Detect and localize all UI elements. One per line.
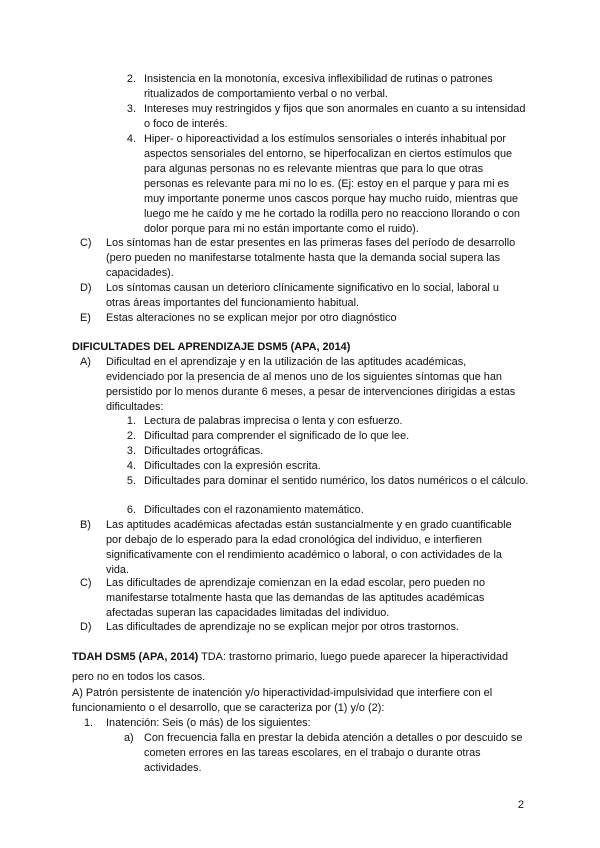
list-item <box>126 459 529 474</box>
list-item <box>126 474 529 489</box>
item-letter: C) <box>80 237 92 249</box>
item-number: 2. <box>126 430 136 442</box>
list-item <box>80 620 526 635</box>
item-letter: a) <box>124 732 134 744</box>
item-text: Dificultades con el razonamiento matemático. <box>144 504 364 516</box>
item-letter: A) <box>80 356 91 368</box>
item-text: Dificultades ortográficas. <box>144 445 264 457</box>
tdah-heading-bold: TDAH DSM5 (APA, 2014) <box>72 651 199 663</box>
item-text: Las dificultades de aprendizaje comienzan en la edad escolar, pero pueden no manifestarse totalmente hasta que las demandas de las aptitudes académicas afectadas superan las capacidades limitadas del individuo. <box>106 577 486 619</box>
list-item <box>126 444 529 459</box>
list-item <box>124 731 529 776</box>
item-number: 4. <box>126 460 136 472</box>
item-text: Dificultades con la expresión escrita. <box>144 460 321 472</box>
tdah-heading-rest: TDA: trastorno primario, luego puede aparecer la hiperactividad pero no en todos los casos. <box>72 651 509 683</box>
item-number: 6. <box>126 504 136 516</box>
list-item <box>126 429 529 444</box>
page-number: 2 <box>517 799 524 811</box>
list-item <box>80 518 526 578</box>
list-item <box>126 503 529 518</box>
item-text: Dificultad para comprender el significado de lo que lee. <box>144 430 410 442</box>
list-item <box>126 72 529 102</box>
section-heading-tdah <box>72 647 532 687</box>
item-text: Los síntomas han de estar presentes en las primeras fases del período de desarrollo (pero pueden no manifestarse totalmente hasta que la demanda social supera las capacidades). <box>106 237 516 279</box>
item-text: Con frecuencia falla en prestar la debida atención a detalles o por descuido se cometen errores en las tareas escolares, en el trabajo o durante otras actividades. <box>144 732 523 774</box>
item-letter: D) <box>80 282 92 294</box>
item-letter: C) <box>80 577 92 589</box>
item-number: 5. <box>126 475 136 487</box>
list-item <box>84 716 526 731</box>
list-item <box>80 281 526 311</box>
item-text: Estas alteraciones no se explican mejor por otro diagnóstico <box>106 312 397 324</box>
item-number: 3. <box>126 445 136 457</box>
section-heading-aprendizaje: DIFICULTADES DEL APRENDIZAJE DSM5 (APA, 2014) <box>72 341 351 353</box>
tdah-criterion-a: A) Patrón persistente de inatención y/o hiperactividad-impulsividad que interfiere con el funcionamiento o el desarrollo, que se caracteriza por (1) y/o (2): <box>72 687 493 714</box>
list-item <box>80 355 526 415</box>
item-letter: D) <box>80 621 92 633</box>
item-number: 3. <box>126 103 136 115</box>
item-text: Dificultad en el aprendizaje y en la utilización de las aptitudes académicas, evidenciado por la presencia de al menos uno de los siguientes síntomas que han persistido por lo menos durante 6 meses, a pesar de intervenciones dirigidas a estas dificultades: <box>106 356 516 413</box>
item-text: Insistencia en la monotonía, excesiva inflexibilidad de rutinas o patrones ritualizados de comportamiento verbal o no verbal. <box>144 73 493 100</box>
item-number: 1. <box>126 415 136 427</box>
item-letter: B) <box>80 519 91 531</box>
list-item <box>80 311 526 326</box>
list-item <box>80 236 526 281</box>
list-item <box>126 102 529 132</box>
item-text: Los síntomas causan un deterioro clínicamente significativo en lo social, laboral u otras áreas importantes del funcionamiento habitual. <box>106 282 499 309</box>
item-text: Las aptitudes académicas afectadas están sustancialmente y en grado cuantificable por debajo de lo esperado para la edad cronológica del individuo, e interfieren significativamente con el rendimiento académico o laboral, o con actividades de la vida. <box>106 519 512 576</box>
item-text: Dificultades para dominar el sentido numérico, los datos numéricos o el cálculo. <box>144 475 529 487</box>
list-item <box>126 132 529 237</box>
item-text: Hiper- o hiporeactividad a los estímulos sensoriales o interés inhabitual por aspectos sensoriales del entorno, se hiperfocalizan en ciertos estímulos que para algunas personas no es relevante mientras que para lo que otras personas es relevante para mi no lo es. (Ej: estoy en el parque y para mi es muy importante ponerme unos cascos porque hay mucho ruido, mientras que luego me he caído y me he cortado la rodilla pero no reacciono llorando o con dolor porque para mi no están importante como el ruido). <box>144 133 520 235</box>
item-text: Inatención: Seis (o más) de los siguientes: <box>106 717 311 729</box>
item-text: Las dificultades de aprendizaje no se explican mejor por otros trastornos. <box>106 621 459 633</box>
item-number: 2. <box>126 73 136 85</box>
item-text: Intereses muy restringidos y fijos que son anormales en cuanto a su intensidad o foco de interés. <box>144 103 526 130</box>
item-number: 1. <box>84 717 94 729</box>
list-item <box>80 576 526 621</box>
item-number: 4. <box>126 133 136 145</box>
item-letter: E) <box>80 312 91 324</box>
list-item <box>126 414 529 429</box>
item-text: Lectura de palabras imprecisa o lenta y con esfuerzo. <box>144 415 403 427</box>
